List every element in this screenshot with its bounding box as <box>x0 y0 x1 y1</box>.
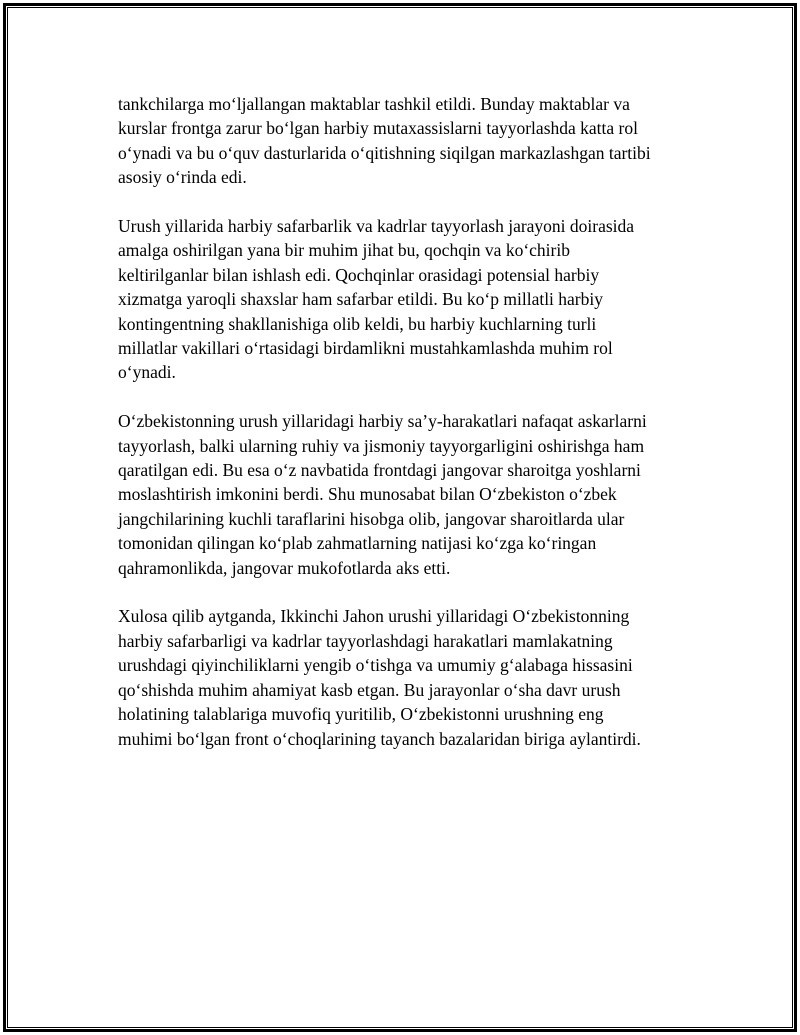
paragraph: tankchilarga mo‘ljallangan maktablar tashkil etildi. Bunday maktablar va kurslar frontga zarur bo‘lgan harbiy mutaxassislarni tayyorlashda katta rol o‘ynadi va bu o‘quv dasturlarida o‘qitishning siqilgan markazlashgan tartibi asosiy o‘rinda edi. <box>118 94 651 188</box>
paragraph: Urush yillarida harbiy safarbarlik va kadrlar tayyorlash jarayoni doirasida amalga oshirilgan yana bir muhim jihat bu, qochqin va ko‘chirib keltirilganlar bilan ishlash edi. Qochqinlar orasidagi potensial harbiy xizmatga yaroqli shaxslar ham safarbar etildi. Bu ko‘p millatli harbiy kontingentning shakllanishiga olib keldi, bu harbiy kuchlarning turli millatlar vakillari o‘rtasidagi birdamlikni mustahkamlashda muhim rol o‘ynadi. <box>118 216 635 383</box>
paragraph: Xulosa qilib aytganda, Ikkinchi Jahon urushi yillaridagi O‘zbekistonning harbiy safarbarligi va kadrlar tayyorlashdagi harakatlari mamlakatning urushdagi qiyinchiliklarni yengib o‘tishga va umumiy g‘alabaga hissasini qo‘shishda muhim ahamiyat kasb etgan. Bu jarayonlar o‘sha davr urush holatining talablariga muvofiq yuritilib, O‘zbekistonni urushning eng muhimi bo‘lgan front o‘choqlarining tayanch bazalaridan biriga aylantirdi. <box>118 606 641 749</box>
paragraph: O‘zbekistonning urush yillaridagi harbiy sa’y-harakatlari nafaqat askarlarni tayyorlash, balki ularning ruhiy va jismoniy tayyorgarligini oshirishga ham qaratilgan edi. Bu esa o‘z navbatida frontdagi jangovar sharoitga yoshlarni moslashtirish imkonini berdi. Shu munosabat bilan O‘zbekiston o‘zbek jangchilarining kuchli taraflarini hisobga olib, jangovar sharoitlarda ular tomonidan qilingan ko‘plab zahmatlarning natijasi ko‘zga ko‘ringan qahramonlikda, jangovar mukofotlarda aks etti. <box>118 411 647 578</box>
document-body <box>118 92 698 775</box>
